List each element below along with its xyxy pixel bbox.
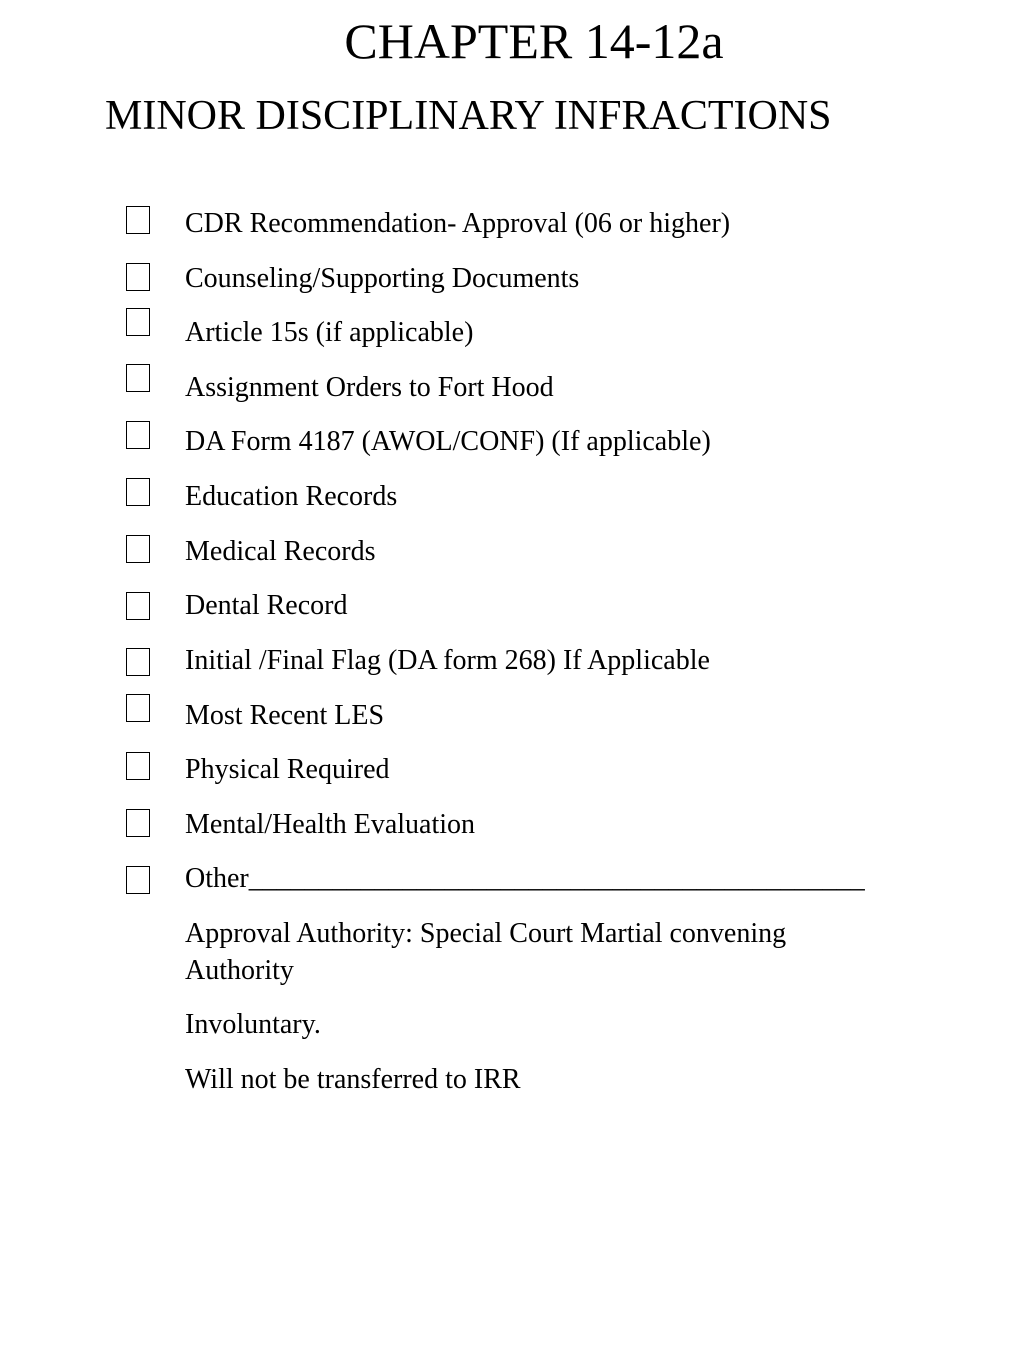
checkbox[interactable]: [126, 421, 150, 449]
involuntary-note: Involuntary.: [185, 1009, 321, 1040]
checklist-item: [0, 204, 1024, 244]
checklist-item: [0, 313, 1024, 353]
checkbox[interactable]: [126, 263, 150, 291]
checklist-item-label: Most Recent LES: [185, 700, 385, 731]
checkbox[interactable]: [126, 364, 150, 392]
checklist-item-label: Initial /Final Flag (DA form 268) If Applicable: [185, 645, 710, 676]
checklist-item: [0, 368, 1024, 408]
checkbox[interactable]: [126, 648, 150, 676]
checkbox[interactable]: [126, 809, 150, 837]
checklist-item: [0, 586, 1024, 626]
checklist-item: [0, 696, 1024, 736]
checklist-item: [0, 859, 1024, 899]
checkbox[interactable]: [126, 308, 150, 336]
checklist-item-label: Article 15s (if applicable): [185, 317, 474, 348]
checkbox[interactable]: [126, 592, 150, 620]
checklist-item-label: Counseling/Supporting Documents: [185, 263, 580, 294]
checklist-item: [0, 805, 1024, 845]
checklist-item-label: CDR Recommendation- Approval (06 or higher): [185, 208, 731, 239]
checkbox[interactable]: [126, 752, 150, 780]
checklist-item: [0, 532, 1024, 572]
checkbox[interactable]: [126, 535, 150, 563]
checkbox[interactable]: [126, 478, 150, 506]
checklist-item-label: Medical Records: [185, 536, 376, 567]
checklist-item-label: Education Records: [185, 481, 398, 512]
checklist-item: [0, 750, 1024, 790]
checklist-item: [0, 477, 1024, 517]
checkbox[interactable]: [126, 206, 150, 234]
approval-authority-note: Approval Authority: Special Court Martial convening Authority: [185, 918, 787, 986]
checkbox[interactable]: [126, 866, 150, 894]
page-title: CHAPTER 14-12a: [344, 13, 724, 69]
checklist-item-label: Dental Record: [185, 590, 348, 621]
irr-note: Will not be transferred to IRR: [185, 1064, 521, 1095]
page-subtitle: MINOR DISCIPLINARY INFRACTIONS: [105, 93, 832, 139]
checklist-item: [0, 259, 1024, 299]
checklist-item-label: Assignment Orders to Fort Hood: [185, 372, 554, 403]
checklist-item-label: Physical Required: [185, 754, 390, 785]
checklist-item-label: Other____________________________________________: [185, 863, 865, 894]
checklist-item-label: DA Form 4187 (AWOL/CONF) (If applicable): [185, 426, 711, 457]
checkbox[interactable]: [126, 694, 150, 722]
checklist-item: [0, 422, 1024, 462]
checklist-item-label: Mental/Health Evaluation: [185, 809, 476, 840]
checklist-item: [0, 641, 1024, 681]
